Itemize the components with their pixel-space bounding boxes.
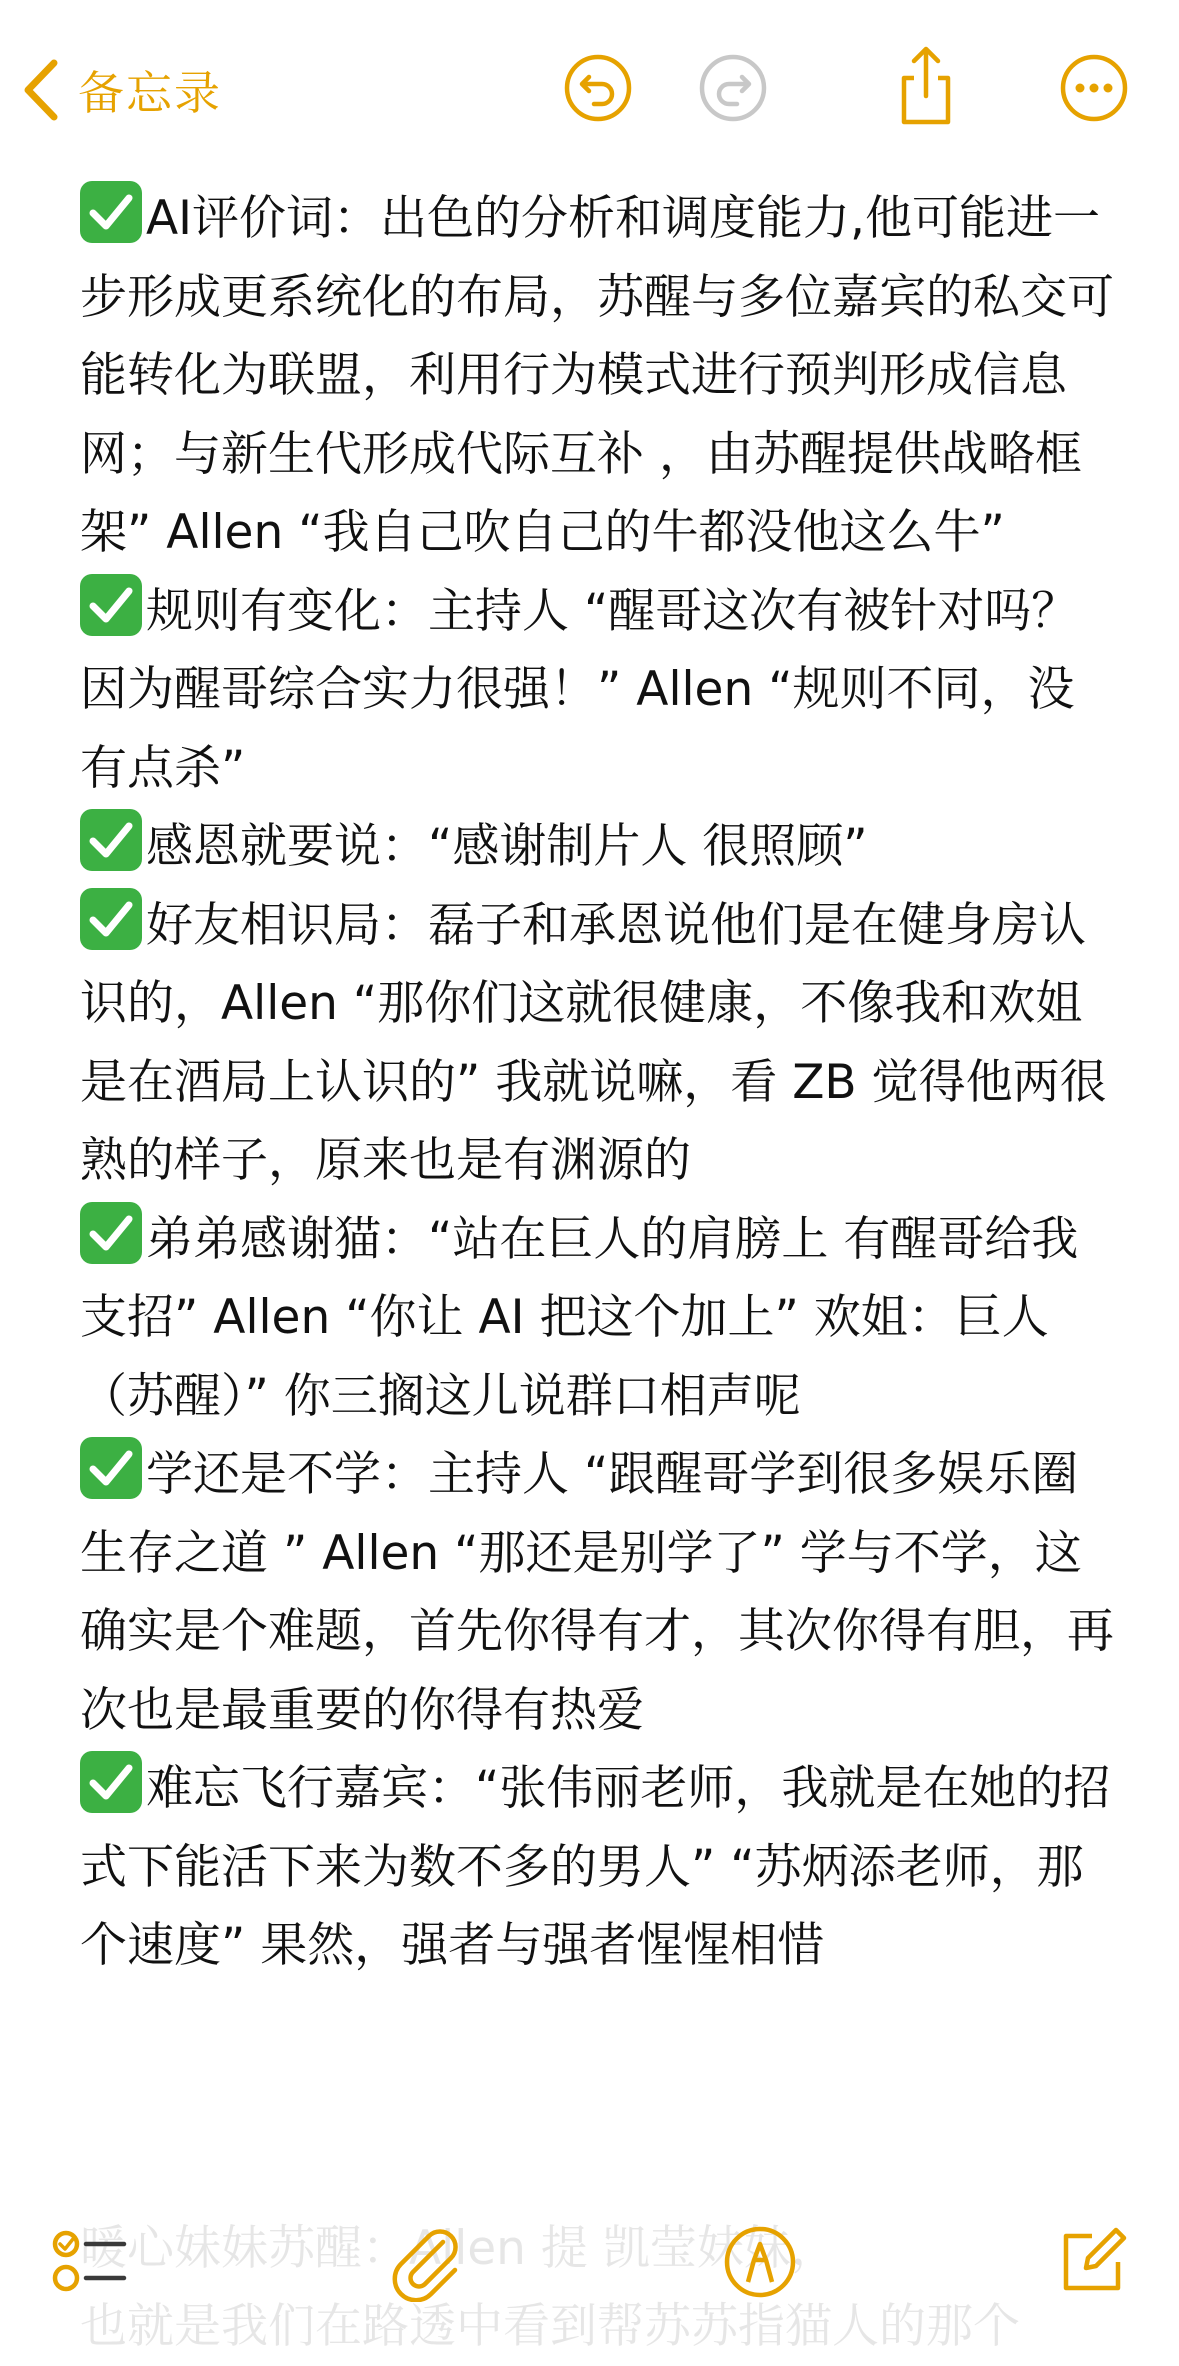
back-button[interactable]: [18, 50, 222, 130]
attachment-icon[interactable]: [385, 2222, 465, 2302]
note-paragraph: [80, 808, 1120, 887]
note-paragraph: [80, 1750, 1120, 1986]
checkmark-icon: [80, 1437, 142, 1499]
partial-line: 也就是我们在路透中看到帮苏苏指猫人的那个: [80, 2299, 1020, 2354]
more-icon[interactable]: [1058, 52, 1130, 124]
checkmark-icon: [80, 181, 142, 243]
back-label: 备忘录: [78, 66, 222, 120]
share-icon[interactable]: [890, 44, 962, 128]
paragraph-text: 规则有变化：主持人 “醒哥这次有被针对吗？因为醒哥综合实力很强！” Allen “规则不同，没有点杀”: [80, 583, 1079, 796]
paragraph-text: 难忘飞行嘉宾：“张伟丽老师，我就是在她的招式下能活下来为数不多的男人” “苏炳添老师，那个速度” 果然，强者与强者惺惺相惜: [80, 1761, 1111, 1973]
note-body[interactable]: [80, 180, 1120, 1986]
redo-icon[interactable]: [697, 52, 769, 124]
note-paragraph: [80, 887, 1120, 1201]
chevron-left-icon: [18, 55, 64, 125]
checkmark-icon: [80, 1202, 142, 1264]
note-paragraph: [80, 1201, 1120, 1437]
partial-line: 暖心妹妹苏醒：Allen 提 凯莹妹妹，: [80, 2221, 838, 2276]
note-paragraph: [80, 1436, 1120, 1750]
paragraph-text: 学还是不学：主持人 “跟醒哥学到很多娱乐圈生存之道 ” Allen “那还是别学了” 学与不学，这确实是个难题，首先你得有才，其次你得有胆，再次也是最重要的你得有热爱: [80, 1447, 1114, 1738]
checkmark-icon: [80, 574, 142, 636]
compose-icon[interactable]: [1052, 2222, 1132, 2302]
checkmark-icon: [80, 888, 142, 950]
navigation-bar: [0, 0, 1179, 170]
partial-text-bottom: [80, 2210, 1120, 2366]
paragraph-text: 感恩就要说：“感谢制片人 很照顾”: [146, 819, 868, 874]
paragraph-text: 弟弟感谢猫：“站在巨人的肩膀上 有醒哥给我支招” Allen “你让 AI 把这个加上” 欢姐：巨人（苏醒）” 你三搁这儿说群口相声呢: [80, 1211, 1079, 1424]
paragraph-text: 好友相识局：磊子和承恩说他们是在健身房认识的，Allen “那你们这就很健康，不像我和欢姐是在酒局上认识的” 我就说嘛，看 ZB 觉得他两很熟的样子，原来也是有渊源的: [80, 897, 1107, 1188]
markup-pen-icon[interactable]: [720, 2222, 800, 2302]
undo-icon[interactable]: [562, 52, 634, 124]
note-paragraph: [80, 180, 1120, 573]
checklist-icon[interactable]: [50, 2222, 130, 2302]
paragraph-text: AI评价词：出色的分析和调度能力,他可能进一步形成更系统化的布局，苏醒与多位嘉宾的私交可能转化为联盟，利用行为模式进行预判形成信息网；与新生代形成代际互补 ，由苏醒提供战略框架” Allen “我自己吹自己的牛都没他这么牛”: [80, 191, 1114, 560]
checkmark-icon: [80, 1751, 142, 1813]
bottom-toolbar: [0, 2210, 1179, 2357]
checkmark-icon: [80, 809, 142, 871]
note-paragraph: [80, 573, 1120, 809]
